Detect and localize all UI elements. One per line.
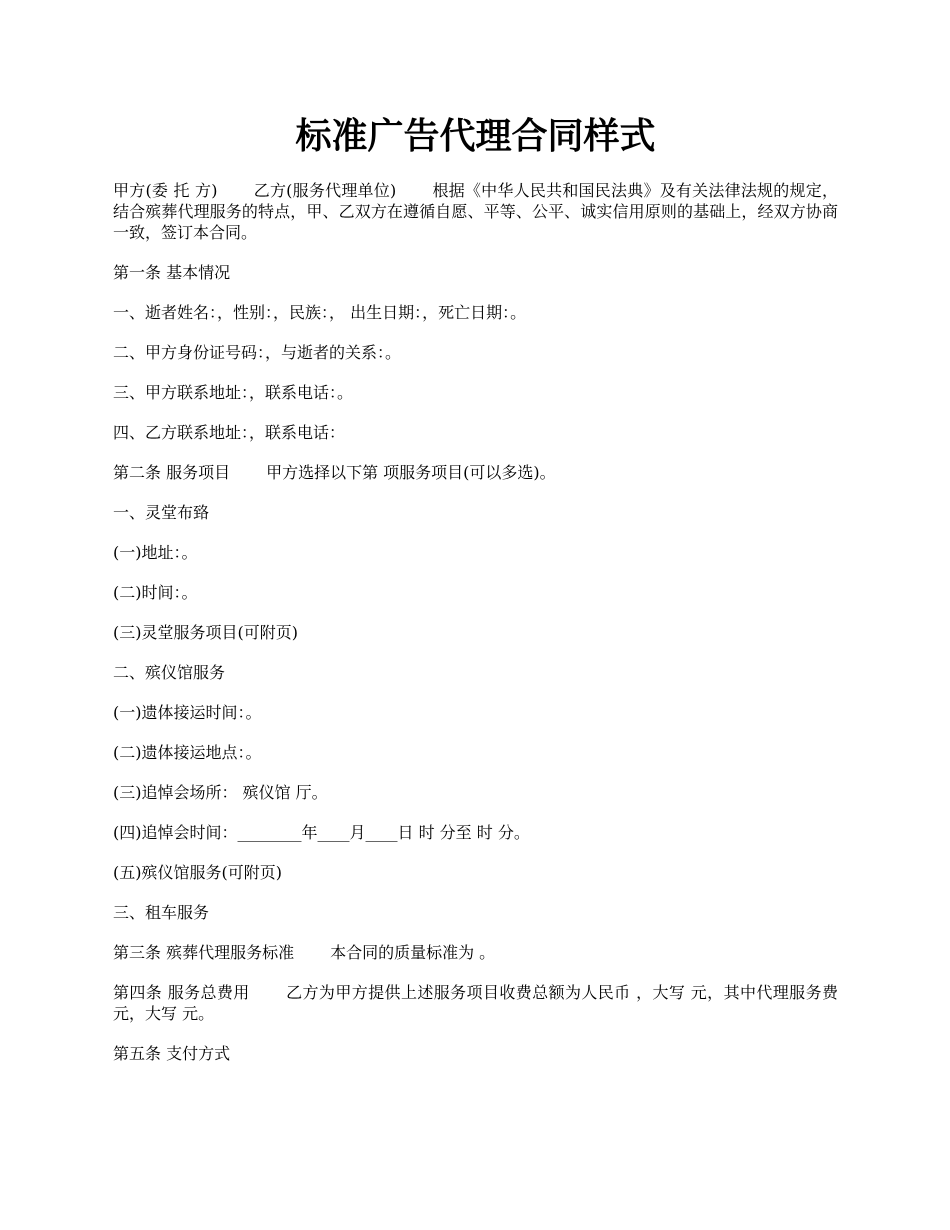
clause-line: 二、殡仪馆服务 [113, 663, 226, 682]
article-heading [113, 942, 838, 963]
article-text: 甲方选择以下第 项服务项目(可以多选)。 [266, 463, 556, 482]
clause-line: (二)时间：。 [113, 583, 198, 602]
party-b-label: 乙方(服务代理单位) [253, 181, 397, 200]
party-a-label: 甲方(委 托 方) [113, 181, 218, 200]
article-title: 第二条 服务项目 [113, 463, 231, 482]
article-title: 第四条 服务总费用 [113, 983, 250, 1002]
clause-line: 一、逝者姓名：，性别：，民族：， 出生日期：，死亡日期：。 [113, 303, 527, 322]
article-title: 第三条 殡葬代理服务标准 [113, 943, 295, 962]
clause-line: (一)地址：。 [113, 543, 198, 562]
document-title: 标准广告代理合同样式 [295, 115, 656, 157]
clause-line: 一、灵堂布臵 [113, 503, 210, 522]
clause-line: 二、甲方身份证号码：，与逝者的关系：。 [113, 343, 402, 362]
clause-line: (一)遗体接运时间：。 [113, 703, 262, 722]
clause-line: 四、乙方联系地址：，联系电话： [113, 423, 346, 442]
clause-line: (三)灵堂服务项目(可附页) [113, 623, 298, 642]
article-heading: 第五条 支付方式 [113, 1044, 231, 1063]
clause-line: (三)追悼会场所： 殡仪馆 厅。 [113, 783, 328, 802]
clause-line: 三、甲方联系地址：，联系电话：。 [113, 383, 354, 402]
article-text: 本合同的质量标准为 。 [330, 943, 496, 962]
article-heading: 第一条 基本情况 [113, 263, 231, 282]
article-heading [113, 982, 838, 1024]
article-heading [113, 462, 838, 483]
clause-line: (二)遗体接运地点：。 [113, 743, 262, 762]
clause-line: 三、租车服务 [113, 903, 210, 922]
clause-line: (四)追悼会时间：________年____月____日 时 分至 时 分。 [113, 823, 530, 842]
intro-text: 根据《中华人民共和国民法典》及有关法律法规的规定，结合殡葬代理服务的特点，甲、乙双方在遵循自愿、平等、公平、诚实信用原则的基础上，经双方协商一致，签订本合同。 [113, 181, 838, 242]
clause-line: (五)殡仪馆服务(可附页) [113, 863, 282, 882]
article-text: 乙方为甲方提供上述服务项目收费总额为人民币 ，大写 元，其中代理服务费 元，大写 元。 [113, 983, 838, 1023]
document-body [113, 180, 838, 1083]
intro-paragraph [113, 180, 838, 243]
